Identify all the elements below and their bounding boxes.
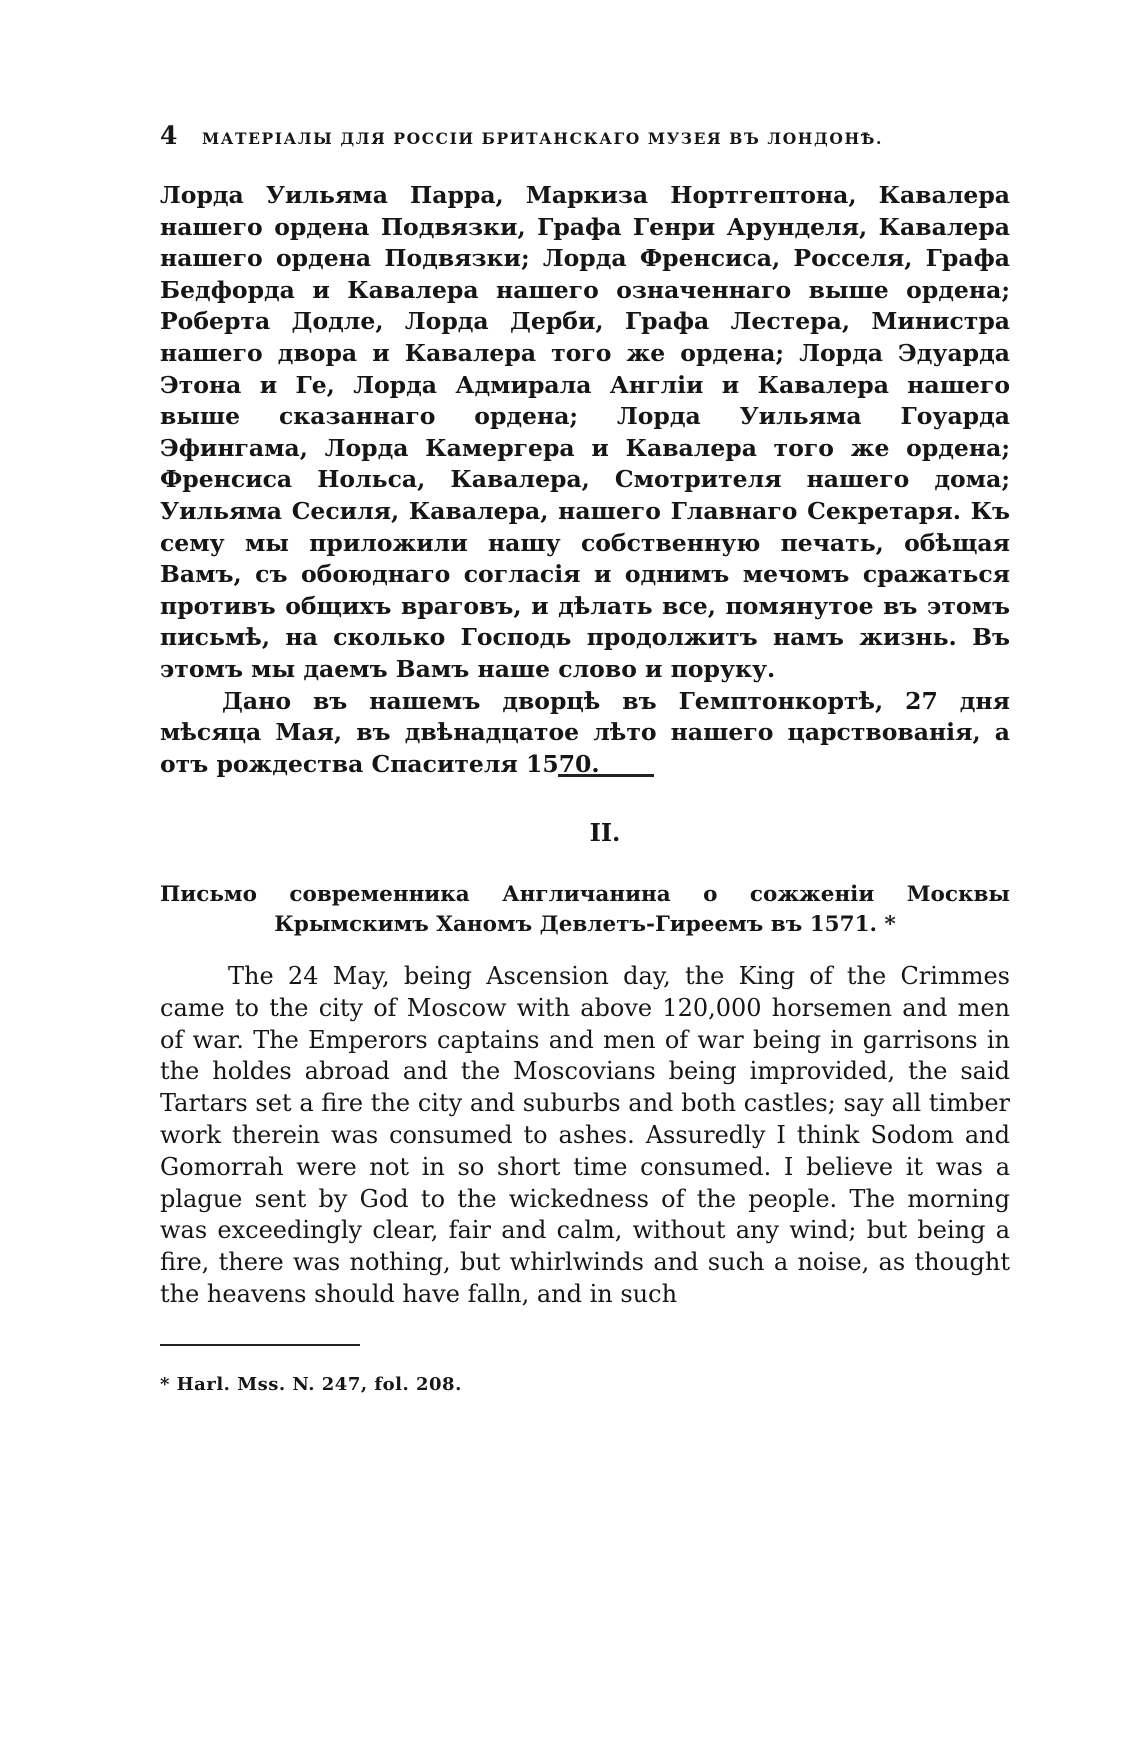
page-header [160,121,990,155]
section-number: II. [589,818,621,847]
russian-paragraph-1: Лорда Уильяма Парра, Маркиза Нортгептона, Кавалера нашего ордена Подвязки, Графа Генри Арунделя, Кавалера нашего ордена Подвязки; Лорда Френсиса, Росселя, Графа Бедфорда и Кавалера нашего означеннаго выше ордена; Роберта Додле, Лорда Дерби, Графа Лестера, Министра нашего двора и Кавалера того же ордена; Лорда Эдуарда Этона и Ге, Лорда Адмирала Англіи и Кавалера нашего выше сказаннаго ордена; Лорда Уильяма Гоуарда Эфингама, Лорда Камергера и Кавалера того же ордена; Френсиса Нольса, Кавалера, Смотрителя нашего дома; Уильяма Сесиля, Кавалера, нашего Главнаго Секретаря. Къ сему мы приложили нашу собственную печать, обѣщая Вамъ, съ обоюднаго согласія и однимъ мечомъ сражаться противъ общихъ враговъ, и дѣлать все, помянутое въ этомъ письмѣ, на сколько Господь продолжитъ намъ жизнь. Въ этомъ мы даемъ Вамъ наше слово и поруку. [160,181,1010,683]
english-paragraph-1: The 24 May, being Ascension day, the King of the Crimmes came to the city of Moscow with above 120,000 horsemen and men of war. The Emperors captains and men of war being in garrisons in the holdes abroad and the Moscovians being improvided, the said Tartars set a fire the city and suburbs and both castles; say all timber work therein was consumed to ashes. Assuredly I think Sodom and Gomorrah were not in so short time consumed. I believe it was a plague sent by God to the wickedness of the people. The morning was exceedingly clear, fair and calm, without any wind; but being a fire, there was nothing, but whirlwinds and such a noise, as thought the heavens should have falln, and in such [160,962,1010,1308]
section-divider-rule [558,774,654,777]
russian-paragraph-2: Дано въ нашемъ дворцѣ въ Гемптонкортѣ, 27 дня мѣсяца Мая, въ двѣнадцатое лѣто нашего царствованія, а отъ рождества Спасителя 1570. [160,686,1010,778]
russian-text-block [160,180,1010,780]
section-title: Письмо современника Англичанина о сожженіи Москвы Крымскимъ Ханомъ Девлетъ-Гиреемъ въ 1571. * [160,882,1010,937]
footnote-rule [160,1344,360,1346]
footnote: * Harl. Mss. N. 247, fol. 208. [160,1374,462,1395]
english-text-block [160,961,1010,1311]
running-title: МАТЕРІАЛЫ ДЛЯ РОССІИ БРИТАНСКАГО МУЗЕЯ ВЪ ЛОНДОНѢ. [202,129,884,148]
page-number: 4 [160,121,178,150]
